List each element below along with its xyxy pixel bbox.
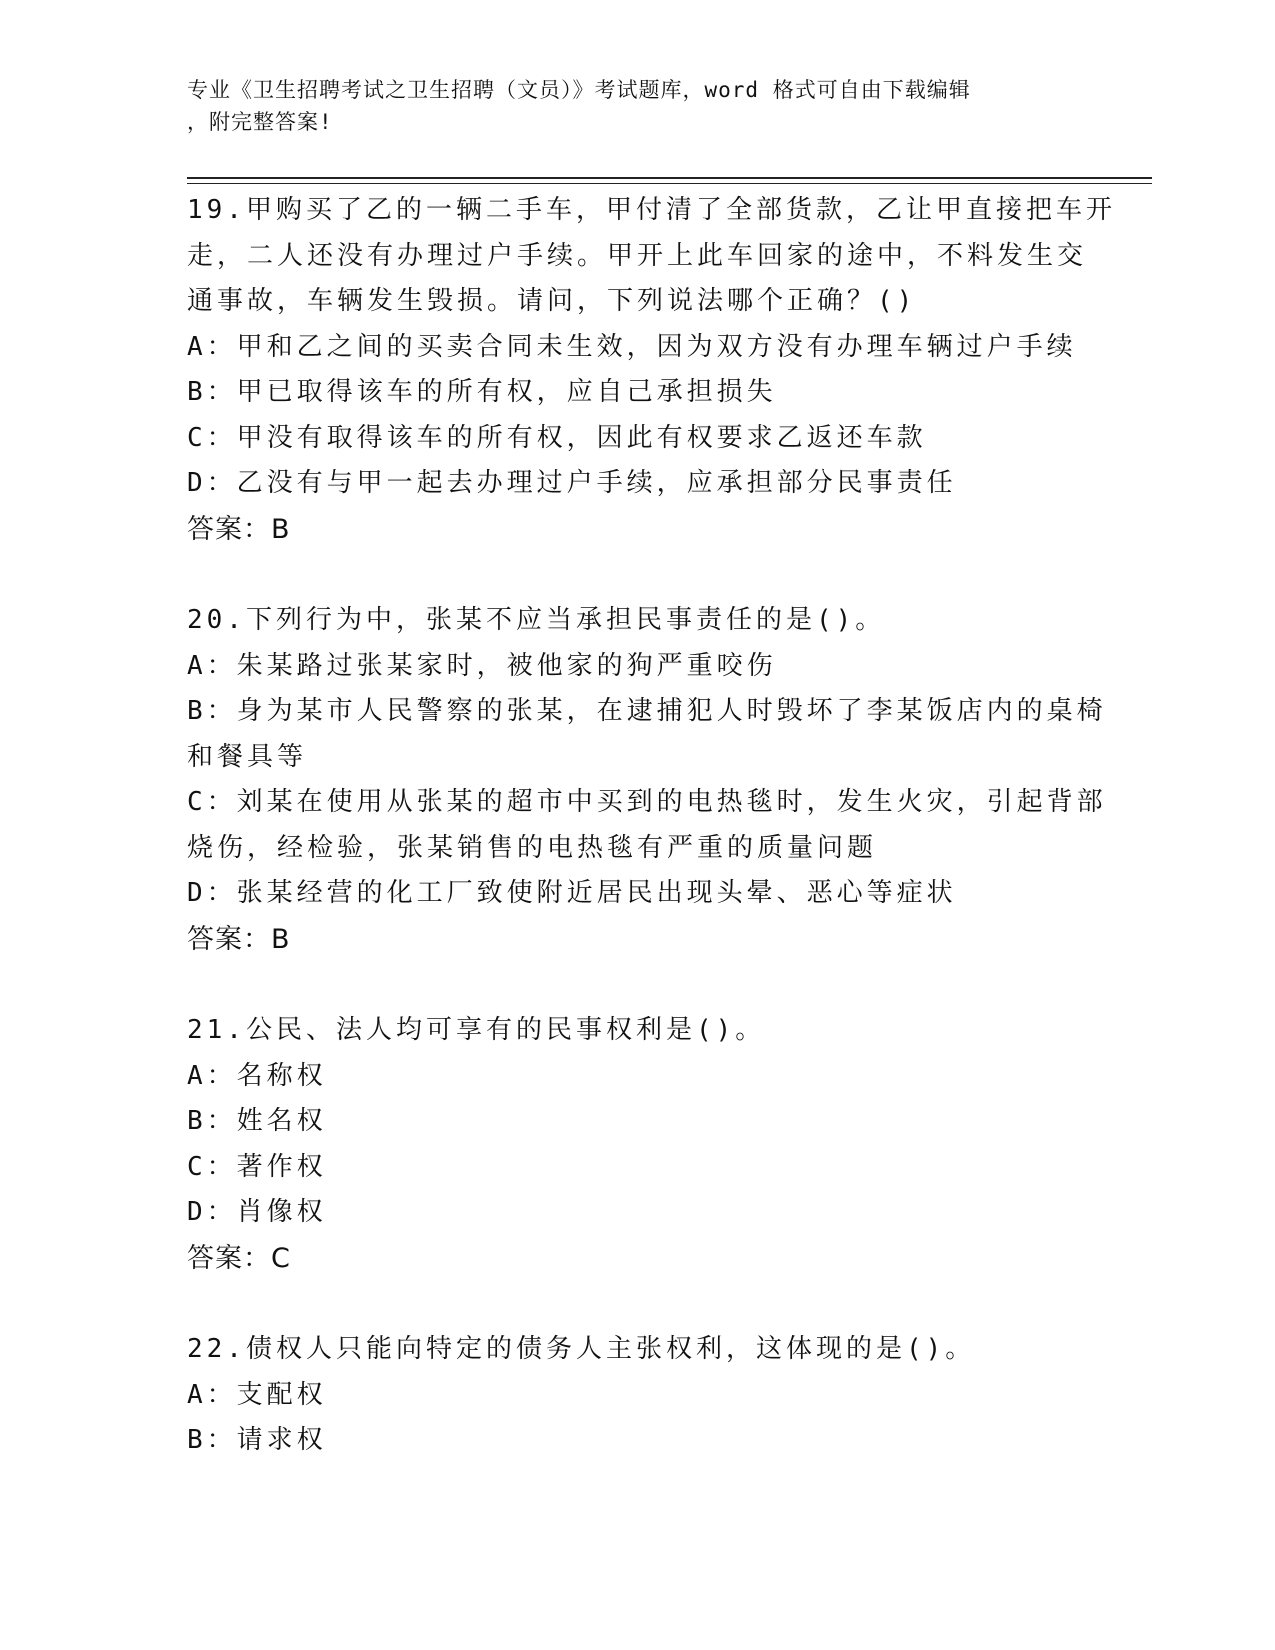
question-19-answer: 答案：B <box>187 513 291 545</box>
question-20-stem-line-1: 20.下列行为中，张某不应当承担民事责任的是()。 <box>187 605 886 635</box>
question-22-option-b: B：请求权 <box>187 1425 327 1455</box>
question-19-option-a: A：甲和乙之间的买卖合同未生效，因为双方没有办理车辆过户手续 <box>187 331 1077 362</box>
question-spacer <box>187 552 1087 598</box>
document-header <box>187 74 1067 138</box>
question-21-option-c: C：著作权 <box>187 1151 327 1182</box>
question-19 <box>187 188 1116 552</box>
header-line-1: 专业《卫生招聘考试之卫生招聘（文员）》考试题库，word 格式可自由下载编辑 <box>187 78 971 102</box>
question-20-option-c-line-1: C：刘某在使用从张某的超市中买到的电热毯时，发生火灾，引起背部 <box>187 787 1107 817</box>
question-19-option-d: D：乙没有与甲一起去办理过户手续，应承担部分民事责任 <box>187 468 957 498</box>
question-22-stem-line-1: 22.债权人只能向特定的债务人主张权利，这体现的是()。 <box>187 1334 976 1364</box>
question-19-option-c: C：甲没有取得该车的所有权，因此有权要求乙返还车款 <box>187 422 927 453</box>
question-20-option-d: D：张某经营的化工厂致使附近居民出现头晕、恶心等症状 <box>187 878 957 908</box>
question-21-option-d: D：肖像权 <box>187 1197 327 1227</box>
question-22 <box>187 1327 1087 1464</box>
question-spacer <box>187 962 1087 1008</box>
question-19-stem-line-3: 通事故，车辆发生毁损。请问，下列说法哪个正确？() <box>187 286 917 316</box>
question-20-option-b-line-1: B：身为某市人民警察的张某，在逮捕犯人时毁坏了李某饭店内的桌椅 <box>187 696 1107 726</box>
header-divider-thin <box>187 183 1152 184</box>
question-19-stem-line-1: 19.甲购买了乙的一辆二手车，甲付清了全部货款，乙让甲直接把车开 <box>187 195 1116 225</box>
question-21 <box>187 1008 1087 1281</box>
question-21-option-b: B：姓名权 <box>187 1106 327 1136</box>
question-20-option-c-line-2: 烧伤，经检验，张某销售的电热毯有严重的质量问题 <box>187 832 878 863</box>
question-21-option-a: A：名称权 <box>187 1060 327 1091</box>
header-line-2: ，附完整答案! <box>187 110 333 134</box>
question-20 <box>187 598 1107 962</box>
question-21-answer: 答案：C <box>187 1242 291 1274</box>
question-spacer <box>187 1281 1087 1327</box>
header-divider-thick <box>187 177 1152 179</box>
question-19-stem-line-2: 走，二人还没有办理过户手续。甲开上此车回家的途中，不料发生交 <box>187 240 1088 271</box>
question-21-stem-line-1: 21.公民、法人均可享有的民事权利是()。 <box>187 1015 766 1045</box>
question-19-option-b: B：甲已取得该车的所有权，应自己承担损失 <box>187 377 777 407</box>
question-22-option-a: A：支配权 <box>187 1379 327 1410</box>
question-20-answer: 答案：B <box>187 923 291 955</box>
question-20-option-b-line-2: 和餐具等 <box>187 741 308 772</box>
question-20-option-a: A：朱某路过张某家时，被他家的狗严重咬伤 <box>187 650 777 681</box>
question-list <box>187 188 1116 1464</box>
